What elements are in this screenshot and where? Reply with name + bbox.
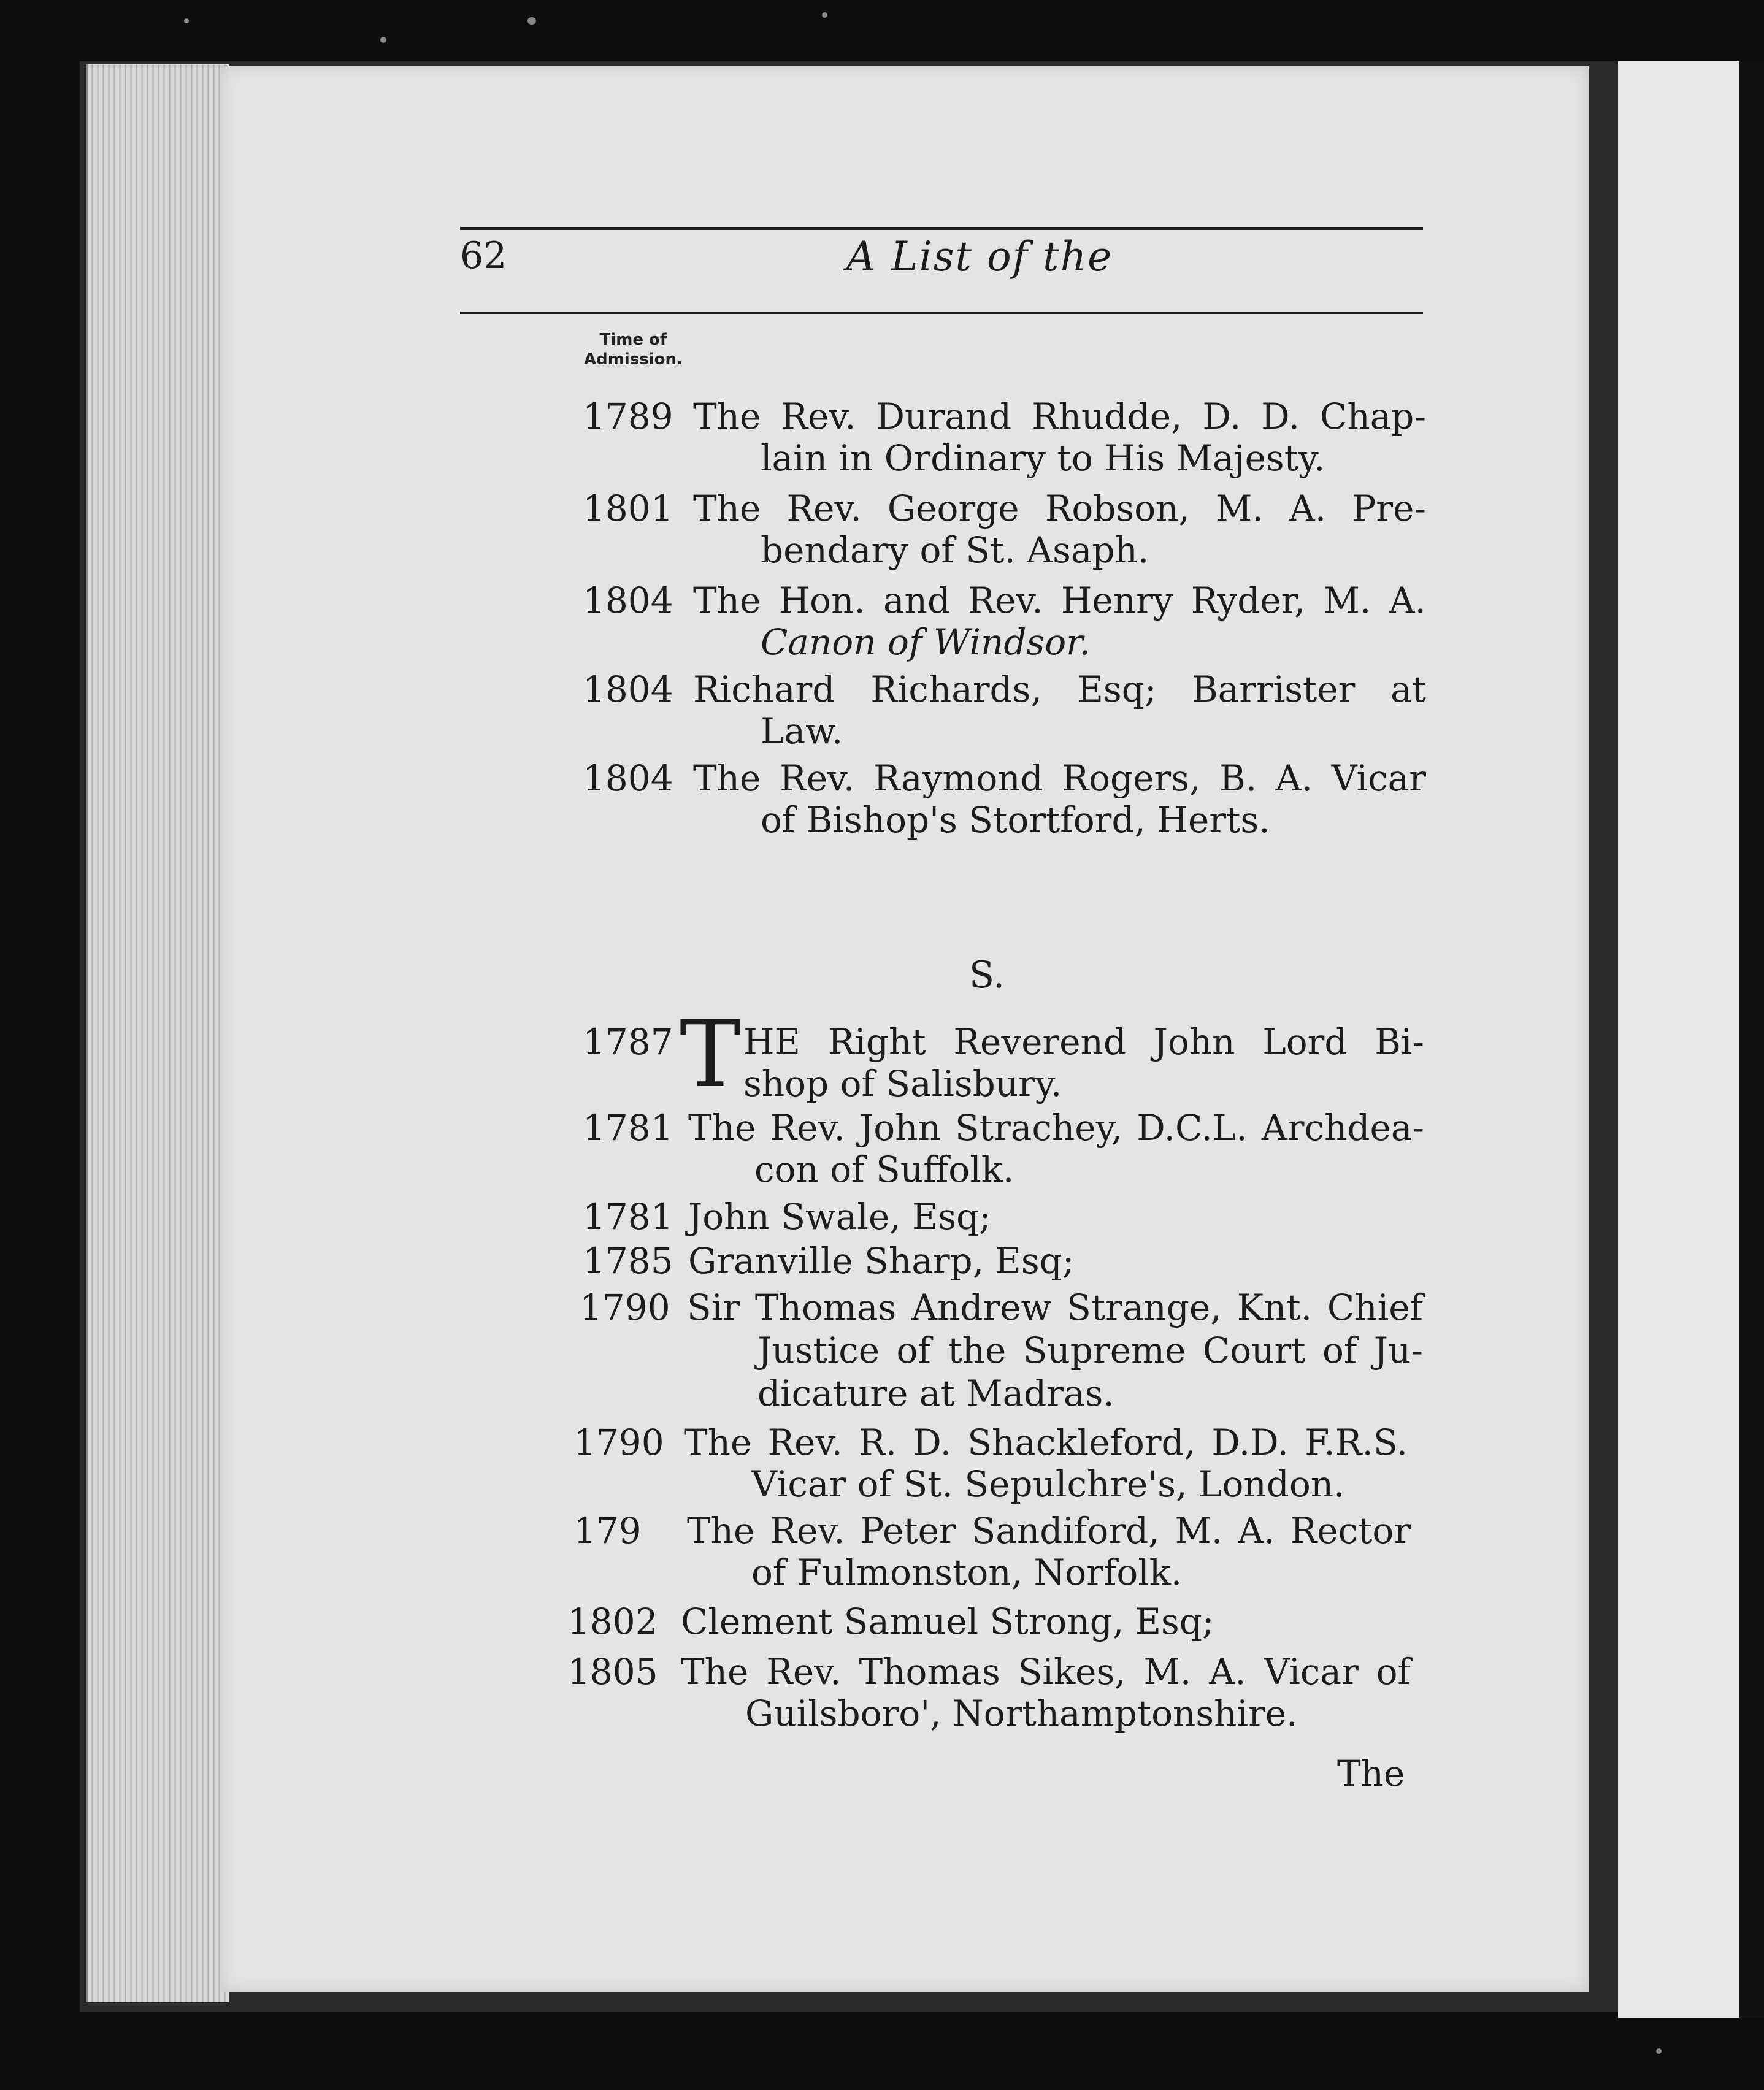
drop-cap: T [680, 1001, 742, 1108]
entry-year: 1789 [583, 396, 673, 437]
entry-year: 1785 [583, 1240, 673, 1282]
entry-line: The Rev. Peter Sandiford, M. A. Rector [687, 1510, 1411, 1552]
entry-line: con of Suffolk. [754, 1149, 1014, 1190]
entry-year: 1801 [583, 488, 673, 529]
entry-line: Guilsboro', Northamptonshire. [745, 1693, 1298, 1734]
entry-year: 1804 [583, 580, 673, 621]
entry-year: 1802 [567, 1601, 658, 1642]
entry-year: 1804 [583, 757, 673, 799]
section-heading: S. [969, 954, 1005, 997]
running-title: A List of the [846, 233, 1113, 280]
entry-line: The Rev. John Strachey, D.C.L. Archdea- [688, 1107, 1424, 1149]
entry-line: HE Right Reverend John Lord Bi- [743, 1021, 1424, 1063]
entry-year: 1781 [583, 1107, 673, 1149]
entry-line: Richard Richards, Esq; Barrister at [693, 668, 1426, 710]
page-number: 62 [460, 234, 507, 277]
entry-line: dicature at Madras. [757, 1372, 1114, 1414]
entry-line: shop of Salisbury. [743, 1063, 1062, 1104]
entry-line: The Rev. Durand Rhudde, D. D. Chap- [693, 396, 1426, 437]
entry-line: The Rev. Thomas Sikes, M. A. Vicar of [681, 1651, 1411, 1693]
entry-year: 1790 [580, 1287, 670, 1328]
catchword: The [1337, 1753, 1405, 1794]
entry-line: Clement Samuel Strong, Esq; [681, 1601, 1214, 1642]
entry-line: Law. [761, 710, 843, 752]
entry-year: 1805 [567, 1651, 658, 1693]
entry-year: 1790 [573, 1422, 664, 1463]
entry-line: Canon of Windsor. [761, 621, 1091, 663]
entry-line: Justice of the Supreme Court of Ju- [757, 1330, 1423, 1371]
entry-line: The Rev. George Robson, M. A. Pre- [693, 488, 1426, 529]
entry-line: The Rev. R. D. Shackleford, D.D. F.R.S. [684, 1422, 1408, 1463]
entry-line: of Bishop's Stortford, Herts. [761, 799, 1270, 841]
column-label-line-2: Admission. [584, 350, 683, 369]
entry-year: 179 [573, 1510, 642, 1552]
entry-line: bendary of St. Asaph. [761, 529, 1149, 571]
entry-line: Vicar of St. Sepulchre's, London. [751, 1463, 1345, 1505]
column-label-line-1: Time of [599, 331, 667, 349]
entry-year: 1781 [583, 1196, 673, 1238]
entry-year: 1804 [583, 668, 673, 710]
entry-line: The Rev. Raymond Rogers, B. A. Vicar [693, 757, 1426, 799]
entry-line: lain in Ordinary to His Majesty. [761, 437, 1325, 479]
entry-line: John Swale, Esq; [688, 1196, 991, 1238]
entry-line: The Hon. and Rev. Henry Ryder, M. A. [693, 580, 1426, 621]
entry-year: 1787 [583, 1021, 673, 1063]
entry-line: of Fulmonston, Norfolk. [751, 1552, 1183, 1593]
entry-line: Granville Sharp, Esq; [688, 1240, 1075, 1282]
entry-line: Sir Thomas Andrew Strange, Knt. Chief [687, 1287, 1423, 1328]
